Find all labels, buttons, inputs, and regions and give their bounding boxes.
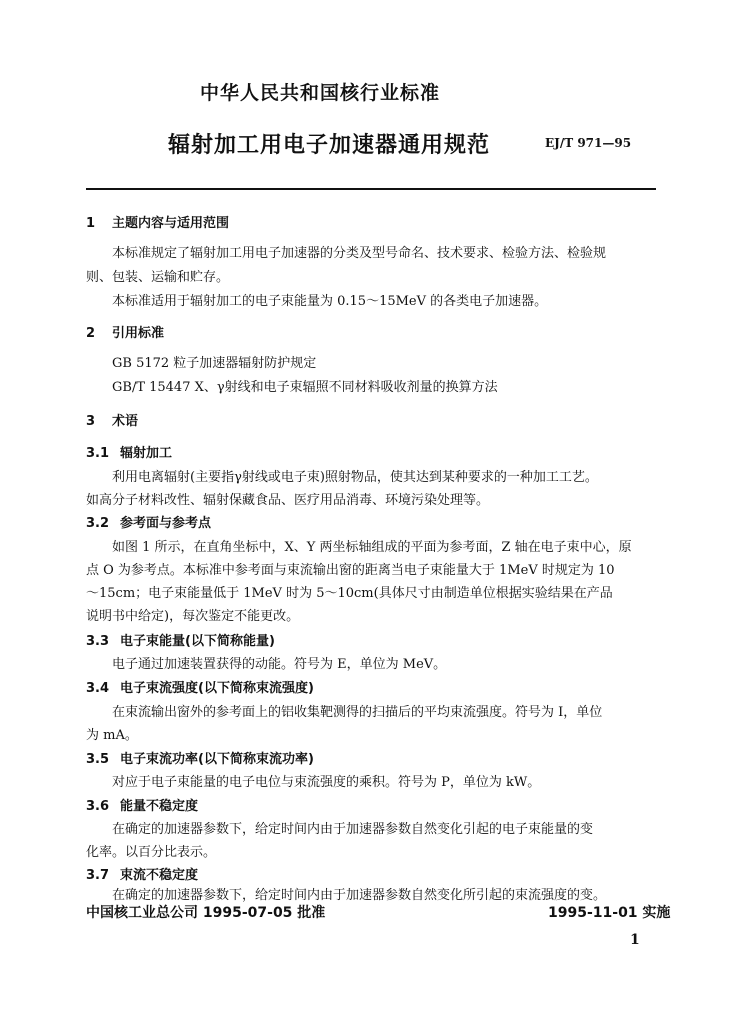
paragraph-line: 对应于电子束能量的电子电位与束流强度的乘积。符号为 P，单位为 kW。 (112, 775, 541, 790)
subsection-title: 电子束流功率(以下简称束流功率) (120, 752, 314, 767)
section-title: 术语 (112, 414, 139, 429)
paragraph-line: 本标准规定了辐射加工用电子加速器的分类及型号命名、技术要求、检验方法、检验规 (112, 246, 607, 261)
paragraph-line: 利用电离辐射(主要指γ射线或电子束)照射物品，使其达到某种要求的一种加工工艺。 (112, 470, 598, 485)
subsection-number: 3.5 (86, 752, 110, 767)
standard-category-header: 中华人民共和国核行业标准 (200, 82, 441, 104)
subsection-heading-3-5 (86, 748, 314, 767)
section-heading-2 (86, 322, 164, 341)
section-heading-1 (86, 212, 229, 231)
reference-item: GB/T 15447 X、γ射线和电子束辐照不同材料吸收剂量的换算方法 (112, 380, 498, 395)
paragraph-line: 电子通过加速装置获得的动能。符号为 E，单位为 MeV。 (112, 657, 447, 672)
subsection-title: 电子束能量(以下简称能量) (120, 634, 275, 649)
paragraph-line: ～15cm；电子束能量低于 1MeV 时为 5～10cm(具体尺寸由制造单位根据实验结果在产品 (86, 586, 613, 601)
paragraph-line: 说明书中给定)，每次鉴定不能更改。 (86, 609, 300, 624)
subsection-number: 3.7 (86, 868, 110, 883)
standard-number: EJ/T 971—95 (545, 136, 632, 150)
paragraph-line: 在确定的加速器参数下，给定时间内由于加速器参数自然变化引起的电子束能量的变 (112, 822, 594, 837)
paragraph-line: 在确定的加速器参数下，给定时间内由于加速器参数自然变化所引起的束流强度的变。 (112, 888, 607, 903)
section-number: 2 (86, 326, 96, 341)
subsection-number: 3.2 (86, 516, 110, 531)
subsection-heading-3-4 (86, 677, 314, 696)
subsection-title: 能量不稳定度 (120, 799, 199, 814)
subsection-title: 电子束流强度(以下简称束流强度) (120, 681, 314, 696)
subsection-number: 3.6 (86, 799, 110, 814)
subsection-title: 参考面与参考点 (120, 516, 212, 531)
subsection-heading-3-3 (86, 630, 275, 649)
page-number: 1 (630, 932, 640, 948)
paragraph-line: 如图 1 所示，在直角坐标中，X、Y 两坐标轴组成的平面为参考面，Z 轴在电子束中心，原 (112, 540, 632, 555)
subsection-heading-3-7 (86, 864, 198, 883)
paragraph-line: 化率。以百分比表示。 (86, 845, 217, 860)
reference-item: GB 5172 粒子加速器辐射防护规定 (112, 356, 317, 371)
document-title: 辐射加工用电子加速器通用规范 (168, 133, 491, 158)
subsection-title: 辐射加工 (120, 446, 173, 461)
paragraph-line: 在束流输出窗外的参考面上的铝收集靶测得的扫描后的平均束流强度。符号为 I，单位 (112, 705, 603, 720)
section-title: 引用标准 (112, 326, 165, 341)
paragraph-line: 则、包装、运输和贮存。 (86, 270, 230, 285)
paragraph-line: 为 mA。 (86, 728, 138, 743)
subsection-heading-3-1 (86, 442, 172, 461)
header-divider (86, 188, 656, 190)
subsection-heading-3-6 (86, 795, 198, 814)
subsection-number: 3.1 (86, 446, 110, 461)
subsection-number: 3.4 (86, 681, 110, 696)
section-heading-3 (86, 410, 138, 429)
paragraph-line: 点 O 为参考点。本标准中参考面与束流输出窗的距离当电子束能量大于 1MeV 时规定为 10 (86, 563, 615, 578)
subsection-heading-3-2 (86, 512, 211, 531)
subsection-title: 束流不稳定度 (120, 868, 199, 883)
section-number: 3 (86, 414, 96, 429)
section-number: 1 (86, 216, 96, 231)
subsection-number: 3.3 (86, 634, 110, 649)
implementation-date: 1995-11-01 实施 (548, 905, 671, 921)
paragraph-line: 如高分子材料改性、辐射保藏食品、医疗用品消毒、环境污染处理等。 (86, 493, 490, 508)
section-title: 主题内容与适用范围 (112, 216, 230, 231)
approval-statement: 中国核工业总公司 1995-07-05 批准 (86, 905, 326, 921)
paragraph-line: 本标准适用于辐射加工的电子束能量为 0.15～15MeV 的各类电子加速器。 (112, 294, 548, 309)
